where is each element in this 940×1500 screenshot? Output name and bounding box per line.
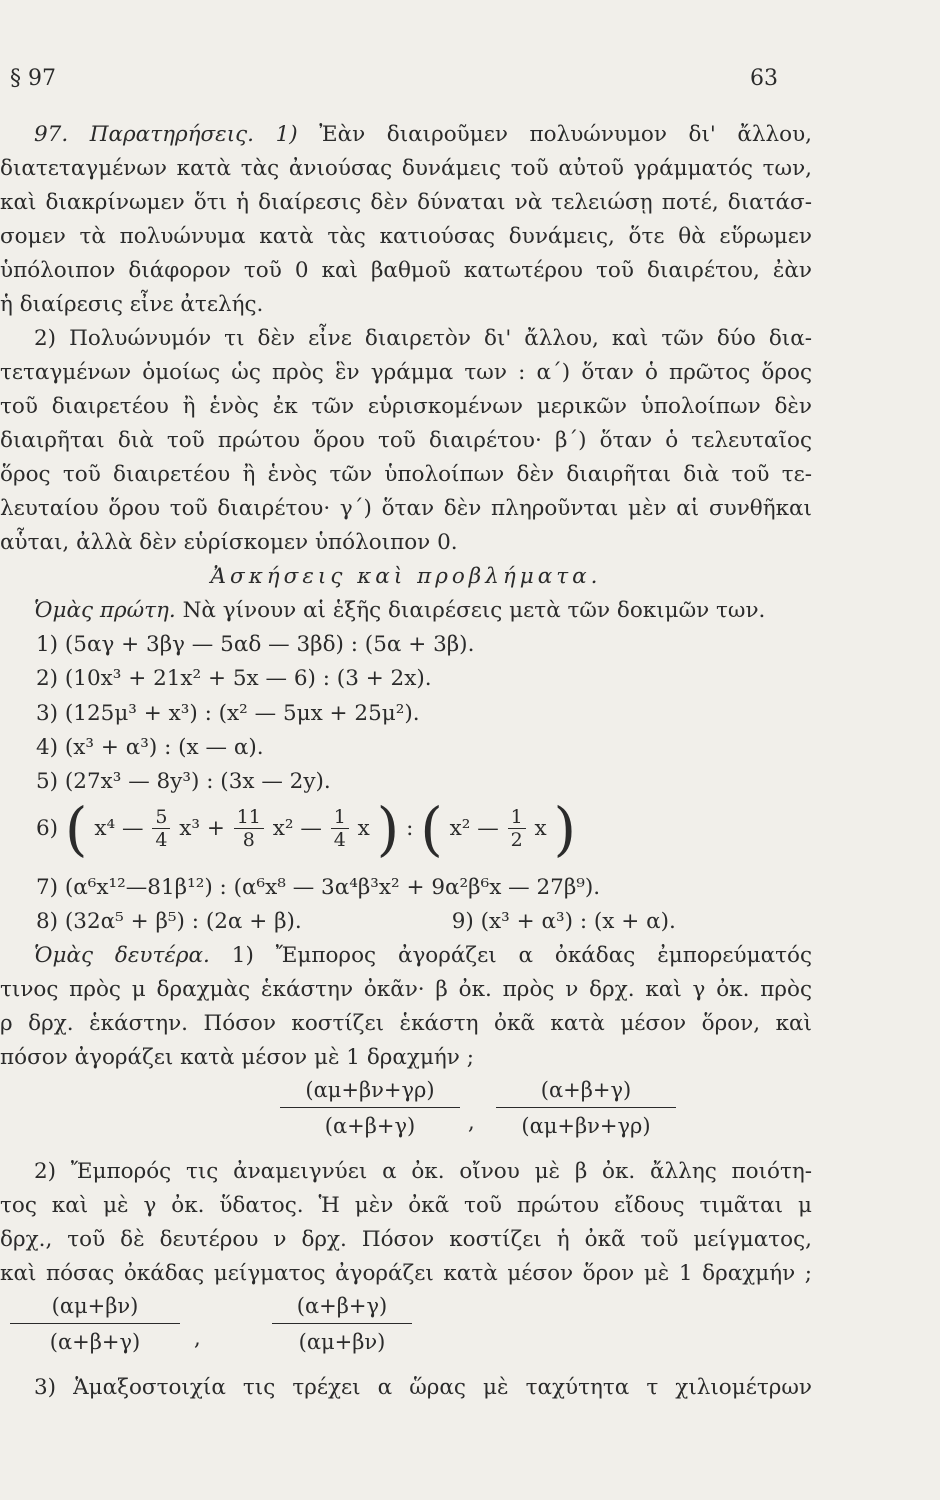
problem-3-line: 3) Ἁμαξοστοιχία τις τρέχει α ὥρας μὲ ταχύτητα τ χιλιομέτρων: [34, 1375, 812, 1401]
exercise-item: 7) (α⁶x¹²—81β¹²) : (α⁶x⁸ — 3α⁴β³x² + 9α²β⁶x — 27β⁹).: [36, 874, 601, 900]
fraction: $\frac{1}{4}$: [331, 806, 349, 851]
fraction: (αμ+βν+γρ) (α+β+γ): [280, 1075, 460, 1142]
group-1-intro: Νὰ γίνουν αἱ ἑξῆς διαιρέσεις μετὰ τῶν δοκιμῶν των.: [182, 598, 766, 624]
problem-1-line: τινος πρὸς μ δραχμὰς ἑκάστην ὀκᾶν· β ὀκ. πρὸς ν δρχ. καὶ γ ὀκ. πρὸς: [0, 977, 812, 1003]
group-2-line-1: Ὁμὰς δευτέρα. 1) Ἔμπορος ἀγοράζει α ὀκάδας ἐμπορεύματός: [34, 943, 812, 969]
group-2-label: Ὁμὰς δευτέρα.: [34, 943, 210, 969]
exercise-item-8-9: 8) (32α⁵ + β⁵) : (2α + β). 9) (x³ + α³) : (x + α).: [36, 908, 676, 934]
page-number: 63: [750, 66, 778, 91]
paragraph-97-line: σομεν τὰ πολυώνυμα κατὰ τὰς κατιούσας δυνάμεις, ὅτε θὰ εὕρωμεν: [0, 224, 812, 249]
remark-2-line: ὅρος τοῦ διαιρετέου ἢ ἑνὸς τῶν ὑπολοίπων δὲν διαιρῆται διὰ τοῦ τε-: [0, 462, 812, 488]
exercise-item: 5) (27x³ — 8y³) : (3x — 2y).: [36, 768, 331, 794]
remark-2-line: 2) Πολυώνυμόν τι δὲν εἶνε διαιρετὸν δι' ἄλλου, καὶ τῶν δύο δια-: [34, 326, 812, 352]
problem-1-line: πόσον ἀγοράζει κατὰ μέσον μὲ 1 δραχμήν ;: [0, 1045, 474, 1071]
remark-2-line: διαιρῆται διὰ τοῦ πρώτου ὅρου τοῦ διαιρέτου· β΄) ὅταν ὁ τελευταῖος: [0, 428, 812, 454]
fraction: (α+β+γ) (αμ+βν+γρ): [496, 1075, 676, 1142]
fraction: $\frac{11}{8}$: [234, 806, 264, 851]
remark-2-line: αὗται, ἀλλὰ δὲν εὑρίσκομεν ὑπόλοιπον 0.: [0, 530, 458, 556]
problem-2-line: 2) Ἔμπορός τις ἀναμειγνύει α ὀκ. οἴνου μὲ β ὀκ. ἄλλης ποιότη-: [34, 1159, 812, 1185]
fraction: (αμ+βν) (α+β+γ): [10, 1291, 180, 1358]
group-1-heading: [0, 594, 812, 628]
answer-2: (αμ+βν) (α+β+γ) , (α+β+γ) (αμ+βν): [0, 1291, 812, 1371]
answer-1: (αμ+βν+γρ) (α+β+γ) , (α+β+γ) (αμ+βν+γρ): [0, 1075, 812, 1155]
paragraph-97-line: διατεταγμένων κατὰ τὰς ἀνιούσας δυνάμεις τοῦ αὐτοῦ γράμματός των,: [0, 156, 812, 181]
page-header: [0, 66, 940, 96]
fraction: $\frac{1}{2}$: [508, 806, 526, 851]
problem-1-line: ρ δρχ. ἑκάστην. Πόσον κοστίζει ἑκάστη ὀκᾶ κατὰ μέσον ὅρον, καὶ: [0, 1011, 812, 1037]
section-number: § 97: [10, 66, 56, 91]
exercise-item: 2) (10x³ + 21x² + 5x — 6) : (3 + 2x).: [36, 666, 432, 692]
paragraph-97-line-1: 97. Παρατηρήσεις. 1) Ἐὰν διαιροῦμεν πολυώνυμον δι' ἄλλου,: [34, 122, 812, 147]
exercise-item: 3) (125μ³ + x³) : (x² — 5μx + 25μ²).: [36, 700, 420, 726]
remark-heading: 97. Παρατηρήσεις. 1): [34, 122, 298, 147]
problem-2-line: δρχ., τοῦ δὲ δευτέρου ν δρχ. Πόσον κοστίζει ἡ ὀκᾶ τοῦ μείγματος,: [0, 1227, 812, 1253]
exercises-title: Ἀσκήσεις καὶ προβλήματα.: [210, 564, 602, 590]
paragraph-97-line: καὶ διακρίνωμεν ὅτι ἡ διαίρεσις δὲν δύναται νὰ τελειώσῃ ποτέ, διατάσ-: [0, 190, 812, 215]
fraction: $\frac{5}{4}$: [152, 806, 170, 851]
remark-2-line: τεταγμένων ὁμοίως ὡς πρὸς ἓν γράμμα των : α΄) ὅταν ὁ πρῶτος ὅρος: [0, 360, 812, 386]
remark-2-line: τοῦ διαιρετέου ἢ ἑνὸς ἐκ τῶν εὑρισκομένων μερικῶν ὑπολοίπων δὲν: [0, 394, 812, 420]
problem-2-line: καὶ πόσας ὀκάδας μείγματος ἀγοράζει κατὰ μέσον ὅρον μὲ 1 δραχμήν ;: [0, 1261, 812, 1287]
group-1-label: Ὁμὰς πρώτη.: [34, 598, 176, 624]
exercise-item: 4) (x³ + α³) : (x — α).: [36, 734, 264, 760]
paragraph-97-line: ὑπόλοιπον διάφορον τοῦ 0 καὶ βαθμοῦ κατωτέρου τοῦ διαιρέτου, ἐὰν: [0, 258, 812, 283]
page-body: [0, 118, 812, 1405]
exercise-item-6: 6) ( x⁴ — $\frac{5}{4}$ x³ + $\frac{11}{8}$ x² — $\frac{1}{4}$ x ) : ( x² — $\frac{1}{2}$ x ): [36, 794, 577, 863]
remark-2-line: λευταίου ὅρου τοῦ διαιρέτου· γ΄) ὅταν δὲν πληροῦνται μὲν αἱ συνθῆκαι: [0, 496, 812, 522]
exercise-item: 1) (5αγ + 3βγ — 5αδ — 3βδ) : (5α + 3β).: [36, 632, 475, 658]
problem-2-line: τος καὶ μὲ γ ὀκ. ὕδατος. Ἡ μὲν ὀκᾶ τοῦ πρώτου εἴδους τιμᾶται μ: [0, 1193, 812, 1219]
fraction: (α+β+γ) (αμ+βν): [272, 1291, 412, 1358]
paragraph-97-line: ἡ διαίρεσις εἶνε ἀτελής.: [0, 292, 264, 317]
